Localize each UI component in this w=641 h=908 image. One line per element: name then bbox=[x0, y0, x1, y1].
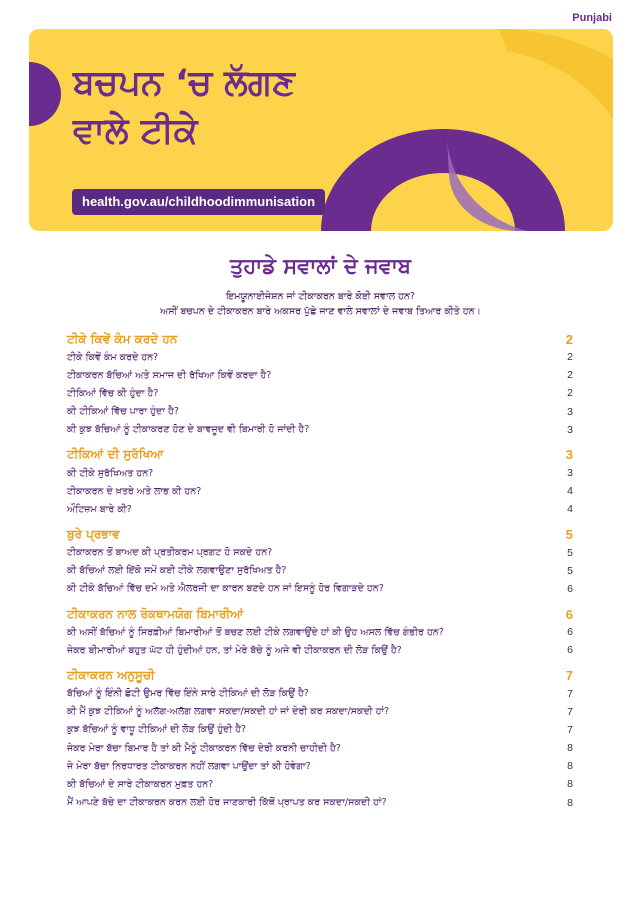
toc-section-heading[interactable] bbox=[67, 446, 573, 464]
toc-entry-page-number: 2 bbox=[567, 369, 573, 382]
toc-section bbox=[67, 666, 573, 811]
purple-arc-shape bbox=[321, 129, 565, 231]
toc-entry-text: ਕੀ ਬੱਚਿਆਂ ਦੇ ਸਾਰੇ ਟੀਕਾਕਰਨ ਮੁਫ਼ਤ ਹਨ? bbox=[67, 778, 214, 790]
toc-entry-text: ਜੇ ਮੇਰਾ ਬੱਚਾ ਨਿਰਧਾਰਤ ਟੀਕਾਕਰਨ ਨਹੀਂ ਲਗਵਾ ਪਾਉਂਦਾ ਤਾਂ ਕੀ ਹੋਵੇਗਾ? bbox=[67, 760, 311, 772]
toc-entry-page-number: 7 bbox=[567, 723, 573, 736]
toc-entry-text: ਟੀਕਾਕਰਨ ਤੋਂ ਬਾਅਦ ਕੀ ਪ੍ਰਤੀਕਰਮ ਪ੍ਰਗਟ ਹੋ ਸਕਦੇ ਹਨ? bbox=[67, 547, 273, 559]
toc-section bbox=[67, 526, 573, 606]
toc-entry-text: ਕੀ ਅਸੀਂ ਬੱਚਿਆਂ ਨੂੰ ਸਿਰਫ਼ੀਆਂ ਬਿਮਾਰੀਆਂ ਤੋਂ ਬਚਣ ਲਈ ਟੀਕੇ ਲਗਵਾਉਂਦੇ ਹਾਂ ਕੀ ਉਹ ਅਸਲ ਵਿੱਚ ਗੰਭੀਰ ਹਨ? bbox=[67, 626, 444, 638]
toc-section-page-number: 5 bbox=[565, 527, 573, 542]
toc-entry-page-number: 2 bbox=[567, 387, 573, 400]
toc-entry[interactable] bbox=[67, 703, 573, 721]
left-half-circle-shape bbox=[29, 62, 61, 126]
toc-section-title: ਟੀਕੇ ਕਿਵੇਂ ਕੰਮ ਕਰਦੇ ਹਨ bbox=[67, 331, 178, 346]
toc-entry[interactable] bbox=[67, 366, 573, 384]
banner-title-line-1: ਬਚਪਨ ‘ਚ ਲੱਗਣ bbox=[73, 63, 295, 103]
toc-entry-text: ਟੀਕੇ ਕਿਵੇਂ ਕੰਮ ਕਰਦੇ ਹਨ? bbox=[67, 351, 159, 363]
toc-entry[interactable] bbox=[67, 403, 573, 421]
toc-entry-page-number: 6 bbox=[567, 644, 573, 657]
toc-section-page-number: 6 bbox=[565, 606, 573, 622]
toc-section-title: ਟੀਕਿਆਂ ਦੀ ਸੁਰੱਖਿਆ bbox=[67, 447, 164, 462]
toc-entry-text: ਕੀ ਟੀਕੇ ਸੁਰੱਖਿਅਤ ਹਨ? bbox=[67, 467, 154, 479]
toc-entry-text: ਔਟਿਜ਼ਮ ਬਾਰੇ ਕੀ? bbox=[67, 503, 132, 515]
toc-section-page-number: 3 bbox=[565, 447, 573, 463]
toc-section-page-number: 2 bbox=[565, 331, 573, 347]
section-spacer bbox=[67, 598, 573, 605]
banner-title bbox=[73, 59, 295, 155]
toc-entry[interactable] bbox=[67, 739, 573, 757]
toc-entry[interactable] bbox=[67, 348, 573, 366]
toc-section-heading[interactable] bbox=[67, 666, 573, 684]
toc-entry[interactable] bbox=[67, 544, 573, 562]
toc-entry-text: ਬੱਚਿਆਂ ਨੂੰ ਇੰਨੀ ਛੋਟੀ ਉਮਰ ਵਿੱਚ ਇੰਨੇ ਸਾਰੇ ਟੀਕਿਆਂ ਦੀ ਲੋੜ ਕਿਉਂ ਹੈ? bbox=[67, 688, 309, 700]
toc-section bbox=[67, 605, 573, 666]
toc-entry-page-number: 5 bbox=[567, 564, 573, 577]
toc-entry-page-number: 7 bbox=[567, 705, 573, 718]
toc-entry[interactable] bbox=[67, 384, 573, 402]
arc-highlight-shape bbox=[499, 29, 613, 119]
toc-section-title: ਬੁਰੇ ਪ੍ਰਭਾਵ bbox=[67, 527, 120, 541]
toc-entry-page-number: 8 bbox=[567, 778, 573, 791]
toc-entry[interactable] bbox=[67, 623, 573, 641]
toc-entry-text: ਕੀ ਟੀਕਿਆਂ ਵਿੱਚ ਪਾਰਾ ਹੁੰਦਾ ਹੈ? bbox=[67, 406, 179, 418]
toc-entry-text: ਕੀ ਟੀਕੇ ਬੱਚਿਆਂ ਵਿੱਚ ਦਮੇ ਅਤੇ ਐਲਰਜੀ ਦਾ ਕਾਰਨ ਬਣਦੇ ਹਨ ਜਾਂ ਇਸਨੂੰ ਹੋਰ ਵਿਗਾੜਦੇ ਹਨ? bbox=[67, 583, 384, 595]
toc-section bbox=[67, 330, 573, 446]
toc-entry-page-number: 6 bbox=[567, 582, 573, 595]
toc-entry[interactable] bbox=[67, 562, 573, 580]
toc-entry-text: ਕੁਝ ਬੱਚਿਆਂ ਨੂੰ ਵਾਧੂ ਟੀਕਿਆਂ ਦੀ ਲੋੜ ਕਿਉਂ ਹੁੰਦੀ ਹੈ? bbox=[67, 724, 247, 736]
toc-entry-page-number: 4 bbox=[567, 503, 573, 516]
toc-entry-text: ਟੀਕਿਆਂ ਵਿੱਚ ਕੀ ਹੁੰਦਾ ਹੈ? bbox=[67, 387, 159, 399]
toc-entry-page-number: 8 bbox=[567, 742, 573, 755]
toc-entry-text: ਜੇਕਰ ਬੀਮਾਰੀਆਂ ਬਹੁਤ ਘੱਟ ਹੀ ਹੁੰਦੀਆਂ ਹਨ, ਤਾਂ ਮੇਰੇ ਬੱਚੇ ਨੂੰ ਅਜੇ ਵੀ ਟੀਕਾਕਰਨ ਦੀ ਲੋੜ ਕਿਉਂ ਹੈ? bbox=[67, 644, 402, 656]
intro-line-1: ਇਮਯੂਨਾਈਜੇਸ਼ਨ ਜਾਂ ਟੀਕਾਕਰਨ ਬਾਰੇ ਕੋਈ ਸਵਾਲ ਹਨ? bbox=[226, 291, 415, 302]
toc-entry[interactable] bbox=[67, 775, 573, 793]
toc-entry-page-number: 7 bbox=[567, 687, 573, 700]
toc-section-page-number: 7 bbox=[565, 667, 573, 683]
toc-entry[interactable] bbox=[67, 464, 573, 482]
toc-section-title: ਟੀਕਾਕਰਨ ਅਨੁਸੂਚੀ bbox=[67, 667, 155, 682]
toc-entry-text: ਕੀ ਮੈਂ ਕੁਝ ਟੀਕਿਆਂ ਨੂੰ ਅਲੱਗ-ਅਲੱਗ ਲਗਵਾ ਸਕਦਾ/ਸਕਦੀ ਹਾਂ ਜਾਂ ਦੇਰੀ ਕਰ ਸਕਦਾ/ਸਕਦੀ ਹਾਂ? bbox=[67, 706, 390, 718]
page-heading: ਤੁਹਾਡੇ ਸਵਾਲਾਂ ਦੇ ਜਵਾਬ bbox=[229, 254, 412, 278]
toc-entry-page-number: 3 bbox=[567, 467, 573, 480]
toc-entry-text: ਮੈਂ ਆਪਣੇ ਬੱਚੇ ਦਾ ਟੀਕਾਕਰਨ ਕਰਨ ਲਈ ਹੋਰ ਜਾਣਕਾਰੀ ਕਿੱਥੋਂ ਪ੍ਰਾਪਤ ਕਰ ਸਕਦਾ/ਸਕਦੀ ਹਾਂ? bbox=[67, 797, 387, 809]
toc-section bbox=[67, 446, 573, 526]
intro-line-2: ਅਸੀਂ ਬਚਪਨ ਦੇ ਟੀਕਾਕਰਨ ਬਾਰੇ ਅਕਸਰ ਪੁੱਛੇ ਜਾਣ ਵਾਲੇ ਸਵਾਲਾਂ ਦੇ ਜਵਾਬ ਤਿਆਰ ਕੀਤੇ ਹਨ। bbox=[160, 306, 481, 317]
toc-entry[interactable] bbox=[67, 580, 573, 598]
website-link[interactable]: health.gov.au/childhoodimmunisation bbox=[72, 189, 325, 215]
toc-entry[interactable] bbox=[67, 482, 573, 500]
toc-entry-text: ਜੇਕਰ ਮੇਰਾ ਬੱਚਾ ਬਿਮਾਰ ਹੈ ਤਾਂ ਕੀ ਮੈਨੂੰ ਟੀਕਾਕਰਨ ਵਿੱਚ ਦੇਰੀ ਕਰਨੀ ਚਾਹੀਦੀ ਹੈ? bbox=[67, 742, 341, 754]
toc-section-heading[interactable] bbox=[67, 605, 573, 623]
header-banner bbox=[29, 29, 613, 231]
toc-entry-page-number: 2 bbox=[567, 351, 573, 364]
toc-entry[interactable] bbox=[67, 421, 573, 439]
toc-entry[interactable] bbox=[67, 641, 573, 659]
toc-entry-page-number: 6 bbox=[567, 626, 573, 639]
section-spacer bbox=[67, 659, 573, 666]
toc-entry-text: ਟੀਕਾਕਰਨ ਦੇ ਖ਼ਤਰੇ ਅਤੇ ਲਾਭ ਕੀ ਹਨ? bbox=[67, 485, 202, 497]
toc-entry-text: ਕੀ ਕੁਝ ਬੱਚਿਆਂ ਨੂੰ ਟੀਕਾਕਰਣ ਹੋਣ ਦੇ ਬਾਵਜੂਦ ਵੀ ਬਿਮਾਰੀ ਹੋ ਜਾਂਦੀ ਹੈ? bbox=[67, 424, 310, 436]
toc-section-title: ਟੀਕਾਕਰਨ ਨਾਲ ਰੋਕਥਾਮਯੋਗ ਬਿਮਾਰੀਆਂ bbox=[67, 606, 244, 621]
section-spacer bbox=[67, 519, 573, 526]
toc-entry-page-number: 8 bbox=[567, 796, 573, 809]
toc-entry-text: ਟੀਕਾਕਰਨ ਬੱਚਿਆਂ ਅਤੇ ਸਮਾਜ ਦੀ ਰੱਖਿਆ ਕਿਵੇਂ ਕਰਦਾ ਹੈ? bbox=[67, 369, 272, 381]
toc-entry-page-number: 4 bbox=[567, 485, 573, 498]
language-label: Punjabi bbox=[572, 12, 612, 24]
toc-entry[interactable] bbox=[67, 684, 573, 702]
section-spacer bbox=[67, 439, 573, 446]
toc-entry-page-number: 5 bbox=[567, 546, 573, 559]
toc-entry[interactable] bbox=[67, 794, 573, 812]
toc-entry[interactable] bbox=[67, 757, 573, 775]
toc-entry-page-number: 3 bbox=[567, 423, 573, 436]
toc-section-heading[interactable] bbox=[67, 526, 573, 544]
banner-title-line-2: ਵਾਲੇ ਟੀਕੇ bbox=[73, 111, 198, 151]
toc-entry-page-number: 3 bbox=[567, 405, 573, 418]
toc-section-heading[interactable] bbox=[67, 330, 573, 348]
toc-entry-page-number: 8 bbox=[567, 760, 573, 773]
table-of-contents bbox=[67, 330, 573, 812]
toc-entry[interactable] bbox=[67, 721, 573, 739]
toc-entry[interactable] bbox=[67, 500, 573, 518]
toc-entry-text: ਕੀ ਬੱਚਿਆਂ ਲਈ ਇੱਕੋ ਸਮੇਂ ਕਈ ਟੀਕੇ ਲਗਵਾਉਣਾ ਸੁਰੱਖਿਅਤ ਹੈ? bbox=[67, 565, 287, 577]
